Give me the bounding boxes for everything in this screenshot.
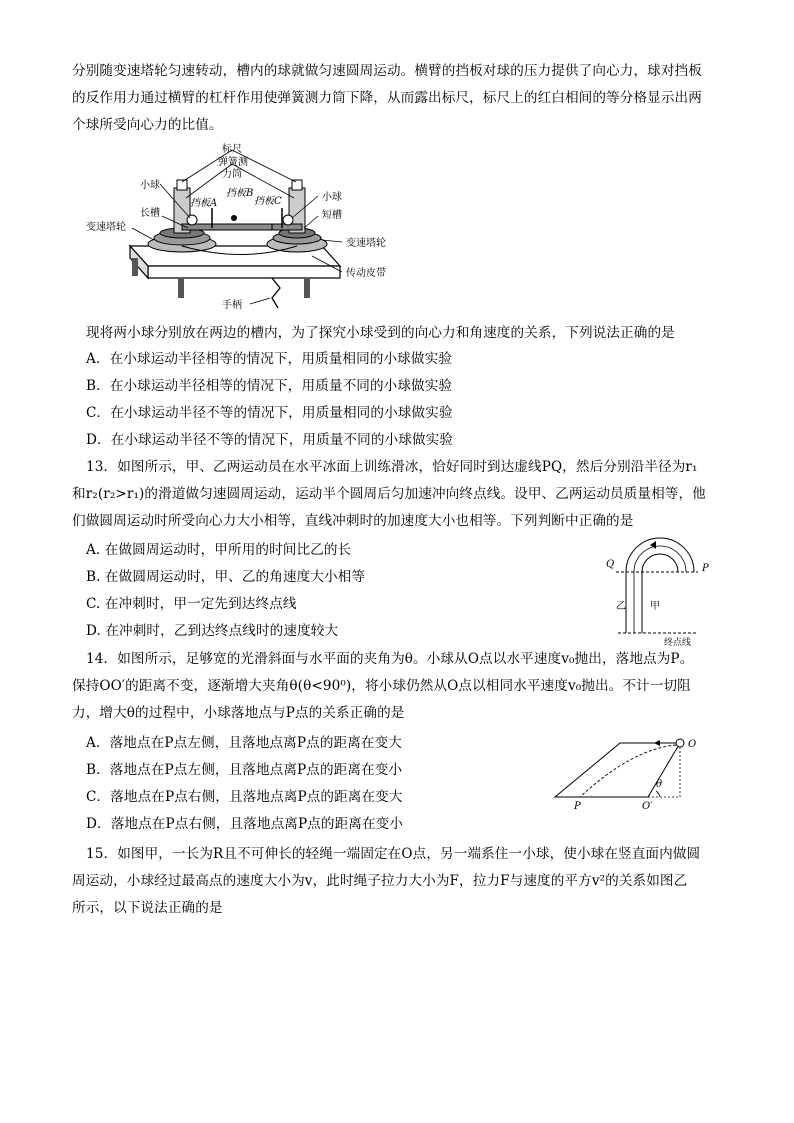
label-spring-2: 力筒	[222, 169, 242, 180]
q14-option-a: A．落地点在P点左侧，且落地点离P点的距离在变大	[86, 735, 402, 751]
q13-option-c: C. 在冲刺时，甲一定先到达终点线	[86, 596, 297, 612]
q15-stem-line-3: 所示，以下说法正确的是	[72, 900, 223, 916]
label-spring-1: 弹簧测	[218, 157, 248, 168]
label-p: P	[574, 801, 581, 811]
label-ball-right: 小球	[322, 192, 342, 203]
label-o-prime: O′	[642, 801, 653, 811]
label-pulley-left: 变速塔轮	[86, 222, 126, 233]
label-baffle-a: 挡板A	[190, 198, 218, 209]
q15-stem-line-1: 15．如图甲，一长为R且不可伸长的轻绳一端固定在O点，另一端系住一小球，使小球在竖直面内做圆	[86, 846, 701, 862]
label-p: P	[702, 563, 709, 574]
label-ruler: 标尺	[222, 144, 242, 155]
q14-option-d: D．落地点在P点右侧，且落地点离P点的距离在变小	[86, 816, 404, 832]
label-handle: 手柄	[222, 300, 242, 311]
label-pulley-right: 变速塔轮	[346, 238, 386, 249]
q12-option-c: C．在小球运动半径不等的情况下，用质量相同的小球做实验	[86, 405, 453, 421]
label-long-groove: 长槽	[140, 208, 160, 219]
q13-stem-line-2: 和r₂(r₂>r₁)的滑道做匀速圆周运动，运动半个圆周后匀加速冲向终点线。设甲、乙两运动员质量相等，他	[72, 486, 706, 502]
q14-option-b: B．落地点在P点左侧，且落地点离P点的距离在变小	[86, 762, 403, 778]
q12-option-d: D．在小球运动半径不等的情况下，用质量不同的小球做实验	[86, 432, 454, 448]
q13-option-b: B. 在做圆周运动时，甲、乙的角速度大小相等	[86, 569, 366, 585]
label-theta: θ	[656, 779, 663, 790]
intro-line-2: 的反作用力通过横臂的杠杆作用使弹簧测力筒下降，从而露出标尺，标尺上的红白相间的等分格显示出两	[72, 90, 702, 106]
intro-line-1: 分别随变速塔轮匀速转动，槽内的球就做匀速圆周运动。横臂的挡板对球的压力提供了向心力，球对挡板	[72, 63, 702, 79]
q14-stem-line-2: 保持OO′的距离不变，逐渐增大夹角θ(θ<90⁰)，将小球仍然从O点以相同水平速度v₀抛出。不计一切阻	[72, 678, 691, 694]
label-ball-left: 小球	[140, 180, 160, 191]
q13-stem-line-3: 们做圆周运动时所受向心力大小相等，直线冲刺时的加速度大小也相等。下列判断中正确的是	[72, 513, 634, 529]
label-short-groove: 短槽	[322, 210, 342, 221]
q14-stem-line-3: 力，增大θ的过程中，小球落地点与P点的关系正确的是	[72, 705, 405, 721]
q14-stem-line-1: 14．如图所示，足够宽的光滑斜面与水平面的夹角为θ。小球从O点以水平速度v₀抛出，落地点为P。	[86, 651, 694, 667]
skating-track-figure	[598, 535, 728, 650]
incline-plane-figure	[552, 733, 702, 811]
q12-stem: 现将两小球分别放在两边的槽内，为了探究小球受到的向心力和角速度的关系，下列说法正确的是	[86, 325, 675, 341]
q13-option-d: D. 在冲刺时，乙到达终点线时的速度较大	[86, 623, 339, 639]
q14-option-c: C．落地点在P点右侧，且落地点离P点的距离在变大	[86, 789, 403, 805]
label-belt: 传动皮带	[346, 268, 386, 279]
label-finish-line: 终点线	[664, 638, 692, 648]
q12-option-b: B．在小球运动半径相等的情况下，用质量不同的小球做实验	[86, 378, 453, 394]
q13-option-a: A. 在做圆周运动时，甲所用的时间比乙的长	[86, 542, 352, 558]
q15-stem-line-2: 周运动，小球经过最高点的速度大小为v，此时绳子拉力大小为F，拉力F与速度的平方v²的关系如图乙	[72, 873, 688, 889]
q13-stem-line-1: 13．如图所示，甲、乙两运动员在水平冰面上训练滑冰，恰好同时到达虚线PQ，然后分别沿半径为r₁	[86, 459, 698, 475]
label-q: Q	[606, 559, 615, 570]
label-yi: 乙	[616, 601, 626, 612]
q12-option-a: A．在小球运动半径相等的情况下，用质量相同的小球做实验	[86, 351, 452, 367]
intro-line-3: 个球所受向心力的比值。	[72, 117, 223, 133]
label-baffle-c: 挡板C	[254, 196, 282, 207]
label-jia: 甲	[650, 601, 660, 612]
label-baffle-b: 挡板B	[226, 188, 254, 199]
centripetal-apparatus-figure	[82, 138, 422, 318]
label-o: O	[688, 739, 697, 750]
